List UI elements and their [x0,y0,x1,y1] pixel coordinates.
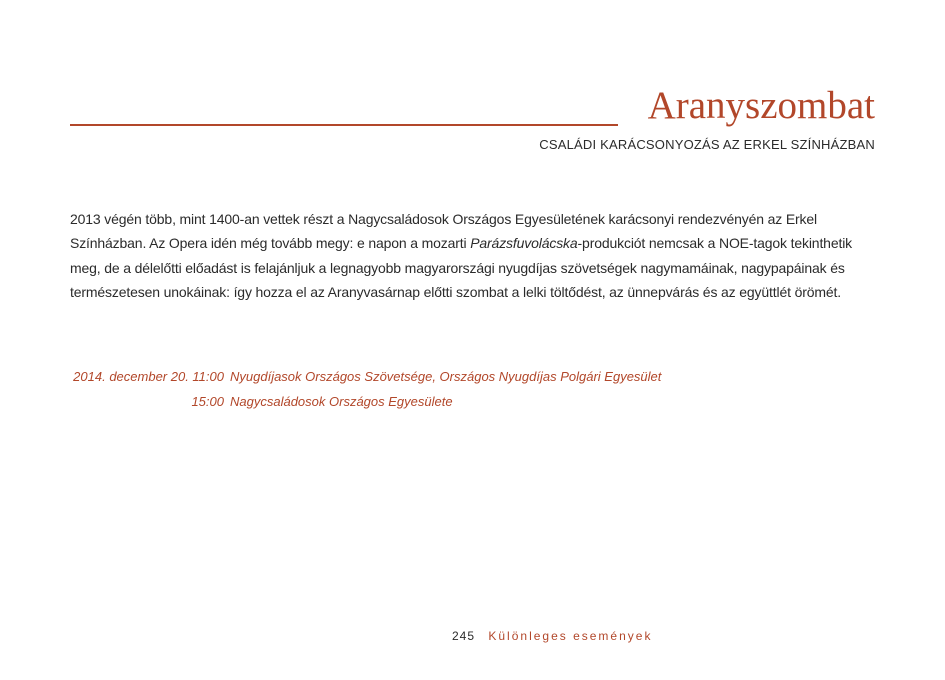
schedule [70,364,661,414]
title-rule [70,124,618,126]
schedule-row [70,389,661,414]
schedule-date: 2014. december 20. 11:00 [73,369,224,384]
page-title: Aranyszombat [647,84,875,127]
page-number: 245 [452,629,476,643]
section-name: Különleges események [488,629,653,643]
schedule-date: 15:00 [191,394,224,409]
schedule-event: Nyugdíjasok Országos Szövetsége, Országos Nyugdíjas Polgári Egyesület [230,369,662,384]
body-paragraph [70,207,880,305]
body-text-part-2: -produkciót nemcsak a NOE-tagok tekinthetik meg, de a délelőtti előadást is felajánljuk a legnagyobb magyarországi nyugdíjas szövetségek nagymamáinak, nagypapáinak és természetesen unokáinak: így hozza el az Aranyvasárnap előtti szombat a lelki töltődést, az ünnepvárás és az együttlét örömét. [70,235,852,301]
production-title: Parázsfuvolácska [470,235,578,252]
schedule-row [70,364,661,389]
schedule-event: Nagycsaládosok Országos Egyesülete [230,394,453,409]
page-subtitle: CSALÁDI KARÁCSONYOZÁS AZ ERKEL SZÍNHÁZBAN [539,137,875,152]
body-text-part-1: 2013 végén több, mint 1400-an vettek részt a Nagycsaládosok Országos Egyesületének karácsonyi rendezvényén az Erkel Színházban. Az Opera idén még tovább megy: e napon a mozarti [70,211,817,252]
page-footer [452,629,652,643]
